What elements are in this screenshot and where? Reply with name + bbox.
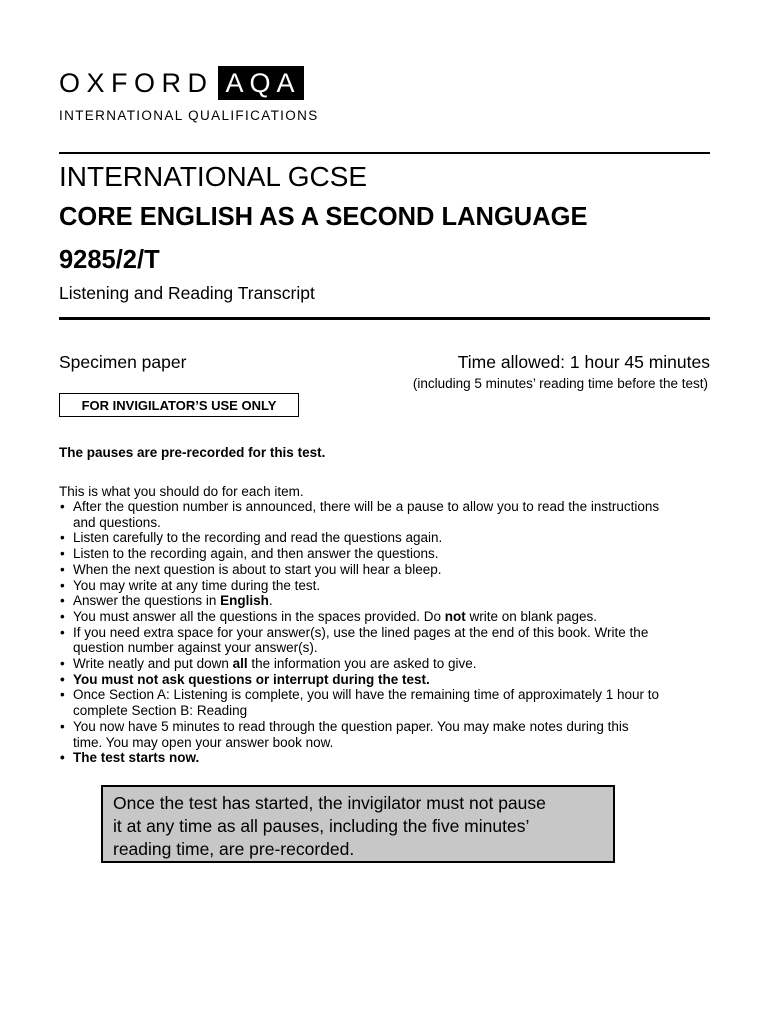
- instruction-line: • The test starts now.: [73, 750, 200, 766]
- instruction-text: .: [268, 593, 273, 609]
- instruction-line: complete Section B: Reading: [73, 703, 248, 719]
- instruction-line: • You must not ask questions or interrupt during the test.: [73, 671, 430, 687]
- instruction-item: [59, 625, 699, 656]
- emphasis-text: not: [444, 608, 466, 624]
- paper-code: 9285/2/T: [59, 246, 160, 274]
- instruction-line: time. You may open your answer book now.: [73, 734, 334, 750]
- instruction-line: • If you need extra space for your answer(s), use the lined pages at the end of this book. Write the: [73, 624, 649, 640]
- instructions-list: [59, 499, 699, 766]
- instruction-line: • When the next question is about to start you will hear a bleep.: [73, 561, 442, 577]
- logo-aqa-box: AQA: [218, 66, 304, 100]
- instruction-text: the information you are asked to give.: [247, 656, 477, 672]
- emphasis-text: all: [232, 656, 248, 672]
- instruction-item: [59, 578, 699, 594]
- instruction-item: [59, 530, 699, 546]
- top-divider: [59, 152, 710, 154]
- instruction-item: [59, 656, 699, 672]
- instruction-item: [59, 719, 699, 750]
- notice-line: it at any time as all pauses, including the five minutes’: [113, 816, 530, 836]
- instruction-item: [59, 562, 699, 578]
- logo-subtitle: INTERNATIONAL QUALIFICATIONS: [59, 108, 319, 123]
- instruction-item: [59, 672, 699, 688]
- time-allowed: Time allowed: 1 hour 45 minutes: [457, 352, 710, 372]
- invigilator-box: FOR INVIGILATOR’S USE ONLY: [59, 393, 299, 417]
- pauses-heading: The pauses are pre-recorded for this test.: [59, 445, 326, 460]
- time-note: (including 5 minutes’ reading time before the test): [412, 376, 708, 391]
- instruction-item: [59, 609, 699, 625]
- instruction-line: • You may write at any time during the test.: [73, 577, 321, 593]
- instructions-intro: This is what you should do for each item.: [59, 484, 304, 499]
- instruction-item: [59, 593, 699, 609]
- notice-line: reading time, are pre-recorded.: [113, 839, 355, 859]
- instruction-line: • You now have 5 minutes to read through the question paper. You may make notes during this: [73, 718, 629, 734]
- instruction-item: [59, 687, 699, 718]
- instruction-line: question number against your answer(s).: [73, 640, 318, 656]
- invigilator-notice: [101, 785, 615, 863]
- instruction-line: • Listen to the recording again, and then answer the questions.: [73, 546, 439, 562]
- header-divider: [59, 317, 710, 320]
- component-title: Listening and Reading Transcript: [59, 283, 315, 303]
- qualification-title: INTERNATIONAL GCSE: [59, 161, 368, 192]
- paper-type: Specimen paper: [59, 352, 187, 372]
- subject-title: CORE ENGLISH AS A SECOND LANGUAGE: [59, 203, 588, 231]
- emphasis-text: English: [220, 593, 269, 609]
- instruction-text: Write neatly and put down: [73, 656, 233, 672]
- instruction-line: • Listen carefully to the recording and read the questions again.: [73, 530, 443, 546]
- instruction-text: Answer the questions in: [73, 593, 221, 609]
- instruction-line: and questions.: [73, 514, 161, 530]
- notice-line: Once the test has started, the invigilator must not pause: [113, 793, 546, 813]
- instruction-text: You must answer all the questions in the spaces provided. Do: [73, 608, 445, 624]
- instruction-item: [59, 546, 699, 562]
- instruction-item: [59, 750, 699, 766]
- instruction-item: [59, 499, 699, 530]
- instruction-line: • After the question number is announced, there will be a pause to allow you to read the instructions: [73, 499, 660, 514]
- oxford-aqa-logo: [59, 66, 349, 123]
- instruction-text: write on blank pages.: [465, 608, 598, 624]
- logo-wordmark: OXFORD: [59, 68, 214, 98]
- instruction-line: • Once Section A: Listening is complete, you will have the remaining time of approximately 1 hour to: [73, 687, 660, 703]
